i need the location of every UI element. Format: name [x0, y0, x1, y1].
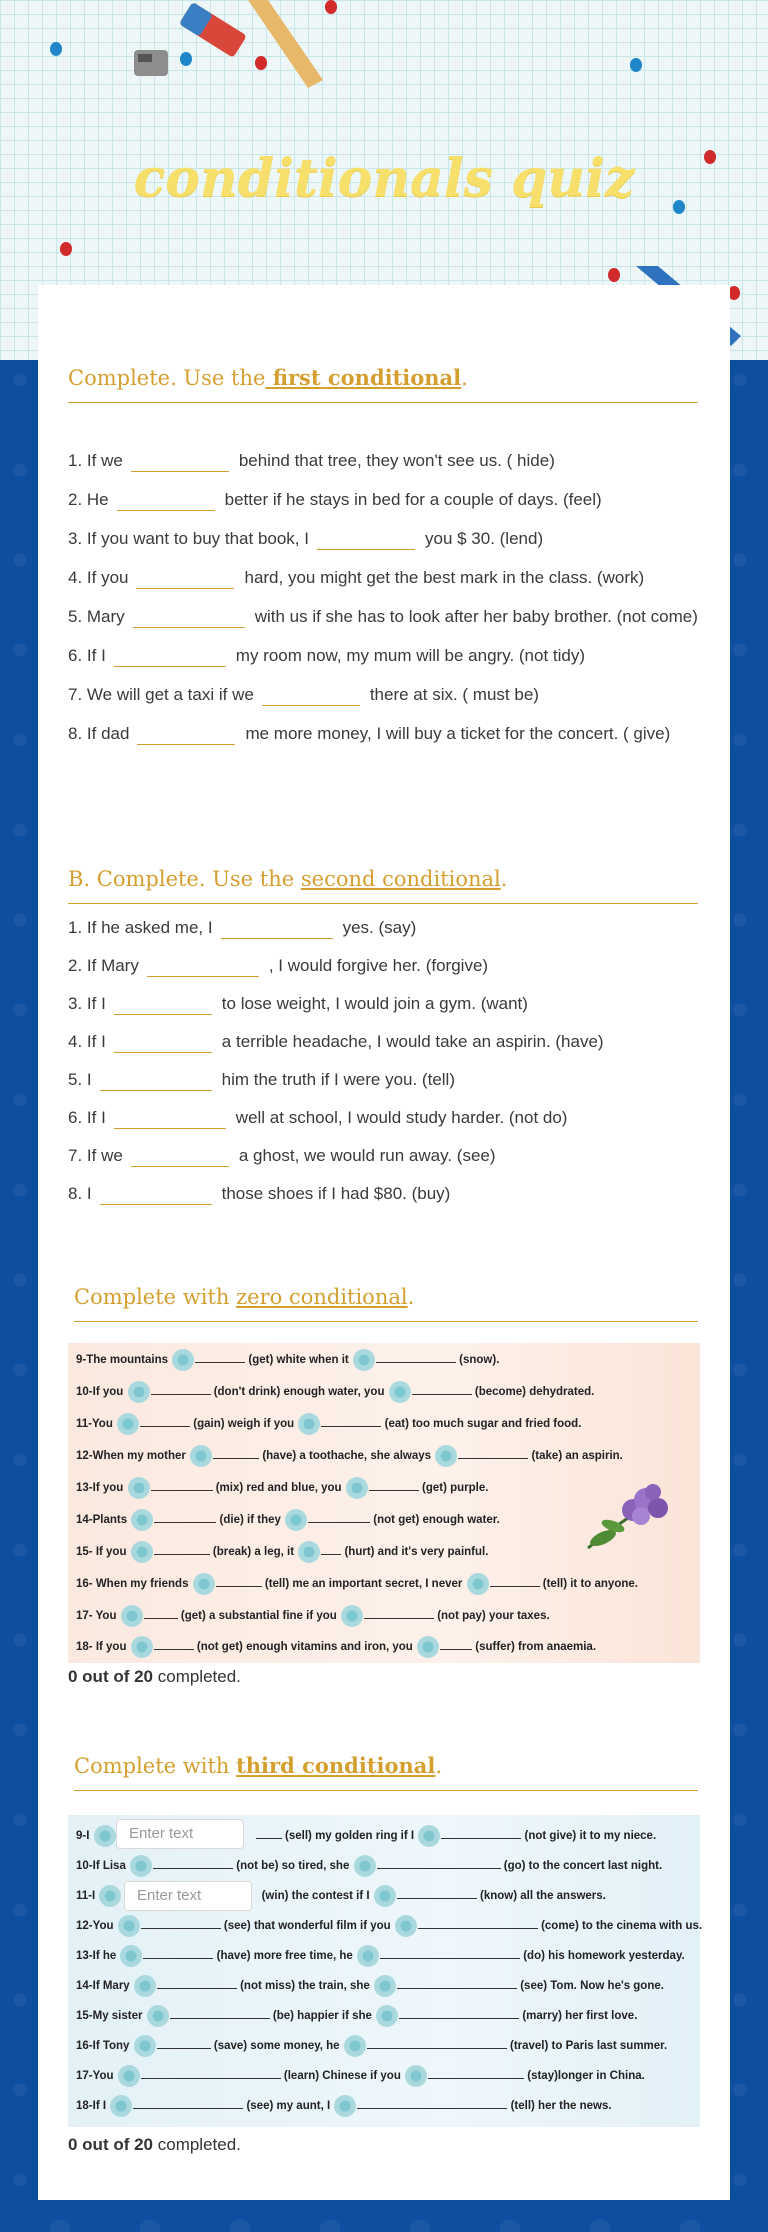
line-text: (save) some money, he — [213, 2040, 340, 2053]
question-text: with us if she has to look after her baby brother. (not come) — [254, 607, 698, 626]
answer-blank[interactable] — [137, 725, 235, 745]
question-text: , I would forgive her. (forgive) — [268, 956, 489, 975]
line-text: 14-Plants — [76, 1514, 128, 1527]
blank-line — [133, 2099, 243, 2109]
drop-target[interactable] — [353, 1349, 375, 1371]
blank-line — [141, 1919, 221, 1929]
first-conditional-link[interactable]: first conditional — [265, 365, 462, 390]
line-text: (snow). — [459, 1354, 500, 1367]
question-text: well at school, I would study harder. (not do) — [235, 1108, 568, 1127]
line-text: (not get) enough water. — [373, 1514, 500, 1527]
blank-line — [418, 1919, 538, 1929]
exercise-line — [76, 2005, 637, 2027]
question-text: him the truth if I were you. (tell) — [221, 1070, 455, 1089]
exercise-line — [76, 1413, 581, 1435]
blank-line — [153, 1859, 233, 1869]
line-text: 9-The mountains — [76, 1354, 169, 1367]
question-item — [68, 643, 708, 668]
blank-line — [397, 1979, 517, 1989]
blank-line — [376, 1353, 456, 1363]
question-text: you $ 30. (lend) — [424, 529, 544, 548]
blank-line — [490, 1577, 540, 1587]
answer-input-9[interactable]: Enter text — [116, 1819, 244, 1849]
zero-conditional-exercise — [68, 1343, 700, 1663]
question-item — [68, 915, 708, 940]
decor-dot — [608, 268, 620, 282]
exercise-line — [76, 1605, 550, 1627]
blank-line — [321, 1417, 381, 1427]
section-heading-prefix: B. Complete. Use the — [68, 867, 301, 891]
section-heading-third-conditional — [74, 1753, 698, 1791]
question-text: those shoes if I had $80. (buy) — [221, 1184, 451, 1203]
drop-target[interactable] — [435, 1445, 457, 1467]
drop-target[interactable] — [118, 2065, 140, 2087]
line-text: (break) a leg, it — [212, 1546, 295, 1559]
drop-target[interactable] — [346, 1477, 368, 1499]
line-text: (see) Tom. Now he's gone. — [520, 1980, 664, 1993]
drop-target[interactable] — [131, 1541, 153, 1563]
page-title: conditionals quiz — [133, 148, 635, 209]
line-text: (not get) enough vitamins and iron, you — [196, 1641, 413, 1654]
exercise-line — [76, 1349, 499, 1371]
blank-line — [369, 1481, 419, 1491]
answer-blank[interactable] — [114, 995, 212, 1015]
answer-blank[interactable] — [262, 686, 360, 706]
question-item — [68, 565, 708, 590]
drop-target[interactable] — [172, 1349, 194, 1371]
answer-blank[interactable] — [147, 957, 259, 977]
drop-target[interactable] — [94, 1825, 116, 1847]
blank-line — [151, 1481, 213, 1491]
question-text: 2. He — [68, 490, 109, 509]
line-text: 15- If you — [76, 1546, 127, 1559]
blank-line — [256, 1829, 282, 1839]
question-item — [68, 1029, 708, 1054]
section-heading-zero-conditional — [74, 1285, 698, 1322]
line-text: 18- If you — [76, 1641, 127, 1654]
lilac-flower-image — [578, 1478, 678, 1558]
blank-line — [151, 1385, 211, 1395]
drop-target[interactable] — [357, 1945, 379, 1967]
exercise-line — [76, 1915, 702, 1937]
score-value: 0 out of 20 — [68, 1667, 154, 1686]
question-text: 6. If I — [68, 646, 106, 665]
first-conditional-questions — [68, 448, 708, 760]
line-text: 16- When my friends — [76, 1578, 189, 1591]
third-conditional-exercise — [68, 1815, 703, 2127]
line-text: (see) that wonderful film if you — [223, 1920, 391, 1933]
question-item — [68, 487, 708, 512]
ruler-icon — [238, 0, 328, 90]
line-text: (have) more free time, he — [216, 1950, 353, 1963]
line-text: (travel) to Paris last summer. — [509, 2040, 668, 2053]
drop-target[interactable] — [376, 2005, 398, 2027]
section-heading-suffix: . — [407, 1285, 415, 1309]
drop-target[interactable] — [118, 1915, 140, 1937]
line-text: (go) to the concert last night. — [503, 1860, 663, 1873]
line-text: 17-You — [76, 2070, 114, 2083]
question-text: a terrible headache, I would take an aspirin. (have) — [221, 1032, 604, 1051]
question-item — [68, 1181, 708, 1206]
exercise-line — [76, 1636, 596, 1658]
answer-blank[interactable] — [114, 647, 226, 667]
line-text: 18-If I — [76, 2100, 107, 2113]
line-text: (hurt) and it's very painful. — [344, 1546, 489, 1559]
zero-conditional-score — [68, 1667, 241, 1687]
line-text: (don't drink) enough water, you — [213, 1386, 385, 1399]
line-text: (tell) her the news. — [510, 2100, 612, 2113]
drop-target[interactable] — [417, 1636, 439, 1658]
third-conditional-link[interactable]: third conditional — [236, 1753, 436, 1778]
blank-line — [412, 1385, 472, 1395]
second-conditional-questions — [68, 915, 708, 1219]
section-heading-suffix: . — [435, 1754, 443, 1778]
drop-target[interactable] — [374, 1885, 396, 1907]
blank-line — [397, 1889, 477, 1899]
line-text: (mix) red and blue, you — [215, 1482, 342, 1495]
exercise-line — [76, 1855, 662, 1877]
blank-line — [380, 1949, 520, 1959]
line-text: (not pay) your taxes. — [437, 1610, 550, 1623]
blank-line — [154, 1513, 216, 1523]
drop-target[interactable] — [110, 2095, 132, 2117]
line-text: 11-You — [76, 1418, 113, 1431]
answer-blank[interactable] — [317, 530, 415, 550]
question-text: 1. If he asked me, I — [68, 918, 213, 937]
answer-blank[interactable] — [117, 491, 215, 511]
drop-target[interactable] — [117, 1413, 139, 1435]
blank-line — [143, 1949, 213, 1959]
question-text: 5. I — [68, 1070, 92, 1089]
question-item — [68, 526, 708, 551]
answer-blank[interactable] — [100, 1071, 212, 1091]
third-conditional-score — [68, 2135, 241, 2155]
drop-target[interactable] — [298, 1541, 320, 1563]
question-text: 3. If you want to buy that book, I — [68, 529, 309, 548]
section-heading-second-conditional — [68, 867, 698, 904]
drop-target[interactable] — [134, 1975, 156, 1997]
section-heading-prefix: Complete with — [74, 1754, 237, 1778]
blank-line — [308, 1513, 370, 1523]
question-item — [68, 991, 708, 1016]
exercise-line — [76, 1509, 500, 1531]
line-text: (eat) too much sugar and fried food. — [384, 1418, 582, 1431]
drop-target[interactable] — [120, 1945, 142, 1967]
question-item — [68, 1105, 708, 1130]
drop-target[interactable] — [134, 2035, 156, 2057]
question-item — [68, 604, 708, 629]
line-text: 9-I — [76, 1830, 90, 1843]
question-text: 4. If you — [68, 568, 129, 587]
section-heading-suffix: . — [500, 867, 508, 891]
drop-target[interactable] — [341, 1605, 363, 1627]
exercise-line — [76, 1477, 488, 1499]
section-heading-prefix: Complete with — [74, 1285, 237, 1309]
blank-line — [144, 1609, 178, 1619]
question-text: there at six. ( must be) — [369, 685, 539, 704]
line-text: (take) an aspirin. — [531, 1450, 623, 1463]
line-text: 10-If you — [76, 1386, 124, 1399]
blank-line — [441, 1829, 521, 1839]
exercise-line — [76, 2065, 645, 2087]
second-conditional-link[interactable]: second conditional — [300, 867, 501, 891]
blank-line — [357, 2099, 507, 2109]
line-text: (suffer) from anaemia. — [475, 1641, 597, 1654]
question-text: 7. We will get a taxi if we — [68, 685, 254, 704]
question-text: yes. (say) — [342, 918, 417, 937]
blank-line — [399, 2009, 519, 2019]
line-text: (win) the contest if I — [261, 1890, 370, 1903]
exercise-line — [76, 1381, 594, 1403]
blank-line — [377, 1859, 501, 1869]
blank-line — [321, 1545, 341, 1555]
blank-line — [140, 1417, 190, 1427]
drop-target[interactable] — [190, 1445, 212, 1467]
line-text: 12-You — [76, 1920, 114, 1933]
drop-target[interactable] — [147, 2005, 169, 2027]
question-text: 4. If I — [68, 1032, 106, 1051]
answer-blank[interactable] — [114, 1109, 226, 1129]
line-text: (do) his homework yesterday. — [523, 1950, 685, 1963]
blank-line — [458, 1449, 528, 1459]
question-item — [68, 721, 708, 746]
line-text: (get) a substantial fine if you — [180, 1610, 337, 1623]
exercise-line — [76, 1541, 488, 1563]
blank-line — [154, 1640, 194, 1650]
drop-target[interactable] — [193, 1573, 215, 1595]
question-text: 6. If I — [68, 1108, 106, 1127]
line-text: 11-I — [76, 1890, 96, 1903]
section-heading-prefix: Complete. Use the — [68, 366, 266, 390]
line-text: (have) a toothache, she always — [262, 1450, 432, 1463]
line-text: 13-If you — [76, 1482, 124, 1495]
drop-target[interactable] — [334, 2095, 356, 2117]
blank-line — [367, 2039, 507, 2049]
blank-line — [440, 1640, 472, 1650]
sharpener-icon — [128, 40, 174, 86]
drop-target[interactable] — [131, 1509, 153, 1531]
exercise-line — [76, 1945, 685, 1967]
question-item — [68, 448, 708, 473]
line-text: (see) my aunt, I — [246, 2100, 331, 2113]
decor-dot — [325, 0, 337, 14]
line-text: 10-If Lisa — [76, 1860, 126, 1873]
drop-target[interactable] — [467, 1573, 489, 1595]
blank-line — [154, 1545, 210, 1555]
line-text: (come) to the cinema with us. — [541, 1920, 703, 1933]
score-value: 0 out of 20 — [68, 2135, 154, 2154]
line-text: (become) dehydrated. — [474, 1386, 595, 1399]
drop-target[interactable] — [298, 1413, 320, 1435]
line-text: (sell) my golden ring if I — [285, 1830, 415, 1843]
line-text: (not be) so tired, she — [236, 1860, 350, 1873]
line-text: (not miss) the train, she — [240, 1980, 370, 1993]
question-text: 5. Mary — [68, 607, 125, 626]
question-text: behind that tree, they won't see us. ( hide) — [238, 451, 555, 470]
section-heading-first-conditional — [68, 365, 698, 403]
drop-target[interactable] — [128, 1381, 150, 1403]
line-text: (marry) her first love. — [522, 2010, 638, 2023]
drop-target[interactable] — [285, 1509, 307, 1531]
decor-dot — [50, 42, 62, 56]
line-text: (be) happier if she — [272, 2010, 372, 2023]
question-text: 8. If dad — [68, 724, 130, 743]
exercise-line — [76, 1975, 664, 1997]
answer-blank[interactable] — [221, 919, 333, 939]
line-text: (know) all the answers. — [479, 1890, 606, 1903]
question-item — [68, 1067, 708, 1092]
decor-dot — [255, 56, 267, 70]
line-text: 13-If he — [76, 1950, 117, 1963]
decor-dot — [180, 52, 192, 66]
line-text: 16-If Tony — [76, 2040, 130, 2053]
blank-line — [428, 2069, 524, 2079]
section-heading-suffix: . — [461, 366, 468, 390]
line-text: 12-When my mother — [76, 1450, 186, 1463]
blank-line — [170, 2009, 270, 2019]
drop-target[interactable] — [405, 2065, 427, 2087]
drop-target[interactable] — [128, 1477, 150, 1499]
exercise-line — [76, 2035, 667, 2057]
question-text: better if he stays in bed for a couple of days. (feel) — [224, 490, 602, 509]
line-text: (not give) it to my niece. — [524, 1830, 657, 1843]
question-text: 1. If we — [68, 451, 123, 470]
question-text: a ghost, we would run away. (see) — [238, 1146, 496, 1165]
line-text: (tell) it to anyone. — [542, 1578, 638, 1591]
score-label: completed. — [153, 2135, 241, 2154]
answer-blank[interactable] — [100, 1185, 212, 1205]
drop-target[interactable] — [354, 1855, 376, 1877]
blank-line — [364, 1609, 434, 1619]
drop-target[interactable] — [389, 1381, 411, 1403]
answer-blank[interactable] — [133, 608, 245, 628]
drop-target[interactable] — [374, 1975, 396, 1997]
answer-blank[interactable] — [136, 569, 234, 589]
answer-input-11[interactable]: Enter text — [124, 1881, 252, 1911]
answer-blank[interactable] — [131, 452, 229, 472]
blank-line — [157, 1979, 237, 1989]
question-text: to lose weight, I would join a gym. (want) — [221, 994, 528, 1013]
question-text: me more money, I will buy a ticket for the concert. ( give) — [245, 724, 671, 743]
line-text: (get) white when it — [248, 1354, 349, 1367]
exercise-line — [76, 1445, 623, 1467]
line-text: (learn) Chinese if you — [283, 2070, 401, 2083]
drop-target[interactable] — [344, 2035, 366, 2057]
exercise-line — [76, 2095, 612, 2117]
decor-dot — [630, 58, 642, 72]
line-text: (get) purple. — [422, 1482, 489, 1495]
blank-line — [216, 1577, 262, 1587]
question-text: 3. If I — [68, 994, 106, 1013]
drop-target[interactable] — [99, 1885, 121, 1907]
question-text: 7. If we — [68, 1146, 123, 1165]
blank-line — [213, 1449, 259, 1459]
answer-blank[interactable] — [131, 1147, 229, 1167]
blank-line — [157, 2039, 211, 2049]
drop-target[interactable] — [418, 1825, 440, 1847]
blank-line — [195, 1353, 245, 1363]
question-item — [68, 953, 708, 978]
question-text: 8. I — [68, 1184, 92, 1203]
line-text: (gain) weigh if you — [193, 1418, 295, 1431]
zero-conditional-link[interactable]: zero conditional — [236, 1285, 408, 1309]
line-text: (die) if they — [219, 1514, 281, 1527]
drop-target[interactable] — [121, 1605, 143, 1627]
decor-dot — [60, 242, 72, 256]
drop-target[interactable] — [395, 1915, 417, 1937]
exercise-line — [76, 1573, 638, 1595]
line-text: 15-My sister — [76, 2010, 143, 2023]
drop-target[interactable] — [130, 1855, 152, 1877]
line-text: (stay)longer in China. — [527, 2070, 645, 2083]
quiz-card — [38, 285, 730, 2200]
drop-target[interactable] — [131, 1636, 153, 1658]
question-text: hard, you might get the best mark in the class. (work) — [244, 568, 645, 587]
score-label: completed. — [153, 1667, 241, 1686]
question-item — [68, 1143, 708, 1168]
question-text: 2. If Mary — [68, 956, 139, 975]
line-text: 17- You — [76, 1610, 117, 1623]
answer-blank[interactable] — [114, 1033, 212, 1053]
line-text: (tell) me an important secret, I never — [264, 1578, 463, 1591]
blank-line — [141, 2069, 281, 2079]
question-text: my room now, my mum will be angry. (not tidy) — [235, 646, 586, 665]
question-item — [68, 682, 708, 707]
line-text: 14-If Mary — [76, 1980, 130, 1993]
